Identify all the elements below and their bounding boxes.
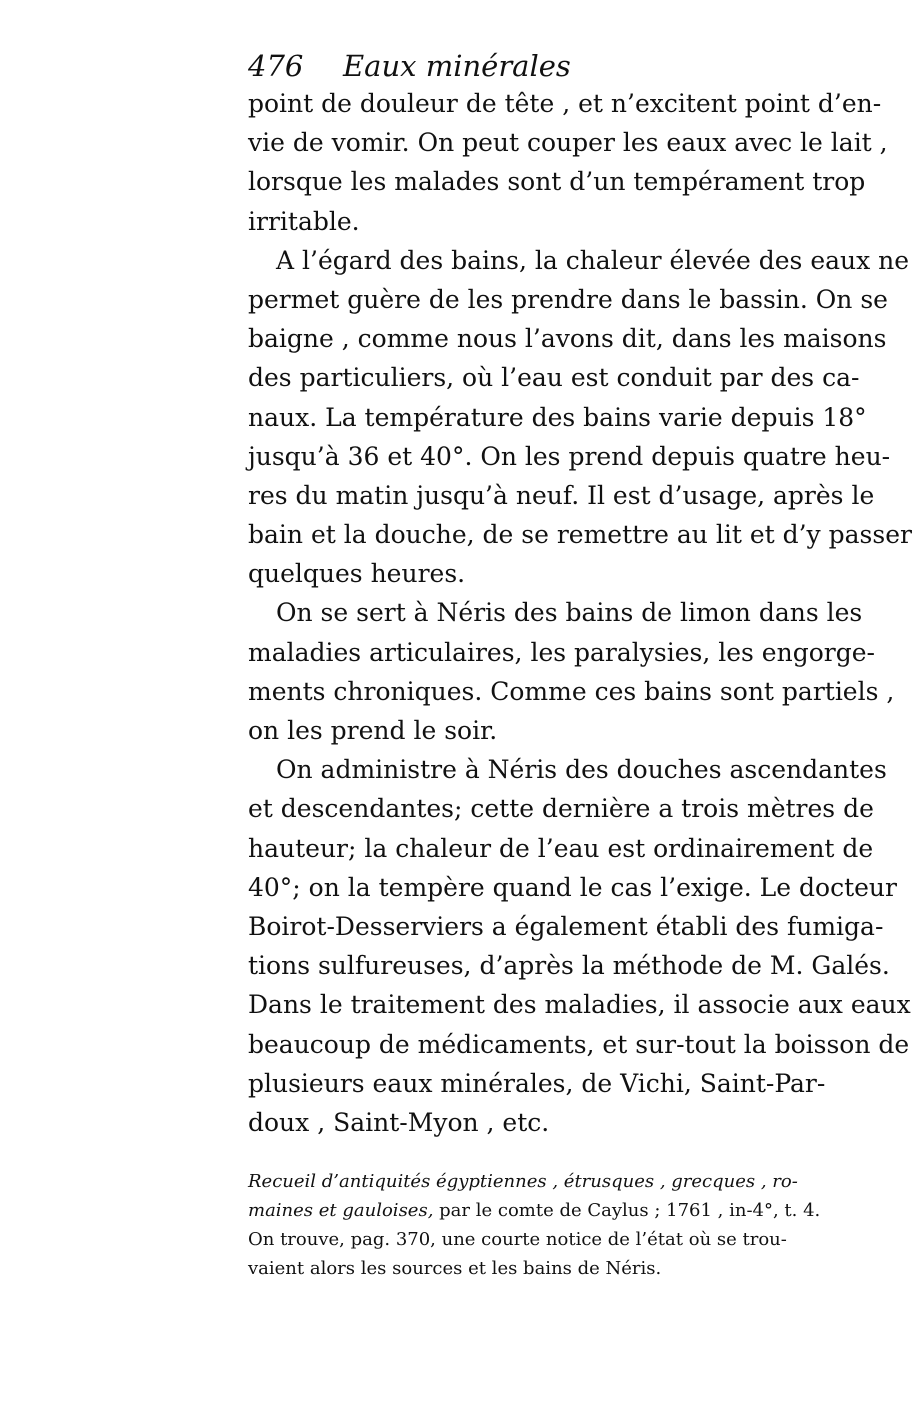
text-line: 40°; on la tempère quand le cas l’exige. Le docteur bbox=[248, 872, 897, 902]
footnote-italic-text: maines et gauloises, bbox=[248, 1200, 434, 1221]
text-line: On administre à Néris des douches ascendantes bbox=[276, 755, 887, 785]
page-number: 476 bbox=[248, 49, 304, 83]
running-title: Eaux minérales bbox=[343, 49, 571, 83]
text-line: plusieurs eaux minérales, de Vichi, Saint-Par- bbox=[248, 1068, 826, 1098]
text-line: Boirot-Desserviers a également établi des fumiga- bbox=[248, 911, 884, 941]
text-line: on les prend le soir. bbox=[248, 716, 498, 745]
text-line: tions sulfureuses, d’après la méthode de M. Galés. bbox=[248, 951, 890, 981]
text-line: quelques heures. bbox=[248, 559, 466, 589]
text-line: et descendantes; cette dernière a trois mètres de bbox=[248, 794, 874, 824]
footnote-line: vaient alors les sources et les bains de Néris. bbox=[248, 1258, 662, 1279]
footnote-text: par le comte de Caylus ; 1761 , in-4°, t. 4. bbox=[439, 1200, 821, 1221]
text-line: jusqu’à 36 et 40°. On les prend depuis quatre heu- bbox=[248, 441, 891, 471]
text-line: res du matin jusqu’à neuf. Il est d’usage, après le bbox=[248, 480, 875, 510]
text-line: des particuliers, où l’eau est conduit par des ca- bbox=[248, 363, 860, 393]
text-line: maladies articulaires, les paralysies, les engorge- bbox=[248, 637, 875, 667]
footnote-line bbox=[248, 1196, 821, 1225]
text-line: hauteur; la chaleur de l’eau est ordinairement de bbox=[248, 833, 874, 863]
footnote-line: On trouve, pag. 370, une courte notice de l’état où se trou- bbox=[248, 1229, 787, 1250]
text-line: ments chroniques. Comme ces bains sont partiels , bbox=[248, 676, 895, 706]
text-line: On se sert à Néris des bains de limon dans les bbox=[276, 598, 863, 628]
text-line: Dans le traitement des maladies, il associe aux eaux bbox=[248, 990, 911, 1020]
text-line: A l’égard des bains, la chaleur élevée des eaux ne bbox=[276, 245, 910, 275]
body-text bbox=[248, 84, 912, 1142]
footnote bbox=[248, 1167, 821, 1283]
text-line: lorsque les malades sont d’un tempérament trop bbox=[248, 167, 866, 197]
text-line: bain et la douche, de se remettre au lit et d’y passer bbox=[248, 520, 912, 550]
text-line: vie de vomir. On peut couper les eaux avec le lait , bbox=[248, 128, 888, 158]
page-header bbox=[248, 44, 768, 88]
text-line: point de douleur de tête , et n’excitent point d’en- bbox=[248, 89, 882, 118]
text-line: irritable. bbox=[248, 206, 360, 236]
text-line: doux , Saint-Myon , etc. bbox=[248, 1107, 550, 1137]
text-line: baigne , comme nous l’avons dit, dans les maisons bbox=[248, 324, 887, 354]
text-line: beaucoup de médicaments, et sur-tout la boisson de bbox=[248, 1029, 910, 1059]
text-line: naux. La température des bains varie depuis 18° bbox=[248, 402, 867, 432]
footnote-line: Recueil d’antiquités égyptiennes , étrusques , grecques , ro- bbox=[248, 1171, 798, 1192]
text-line: permet guère de les prendre dans le bassin. On se bbox=[248, 284, 888, 314]
